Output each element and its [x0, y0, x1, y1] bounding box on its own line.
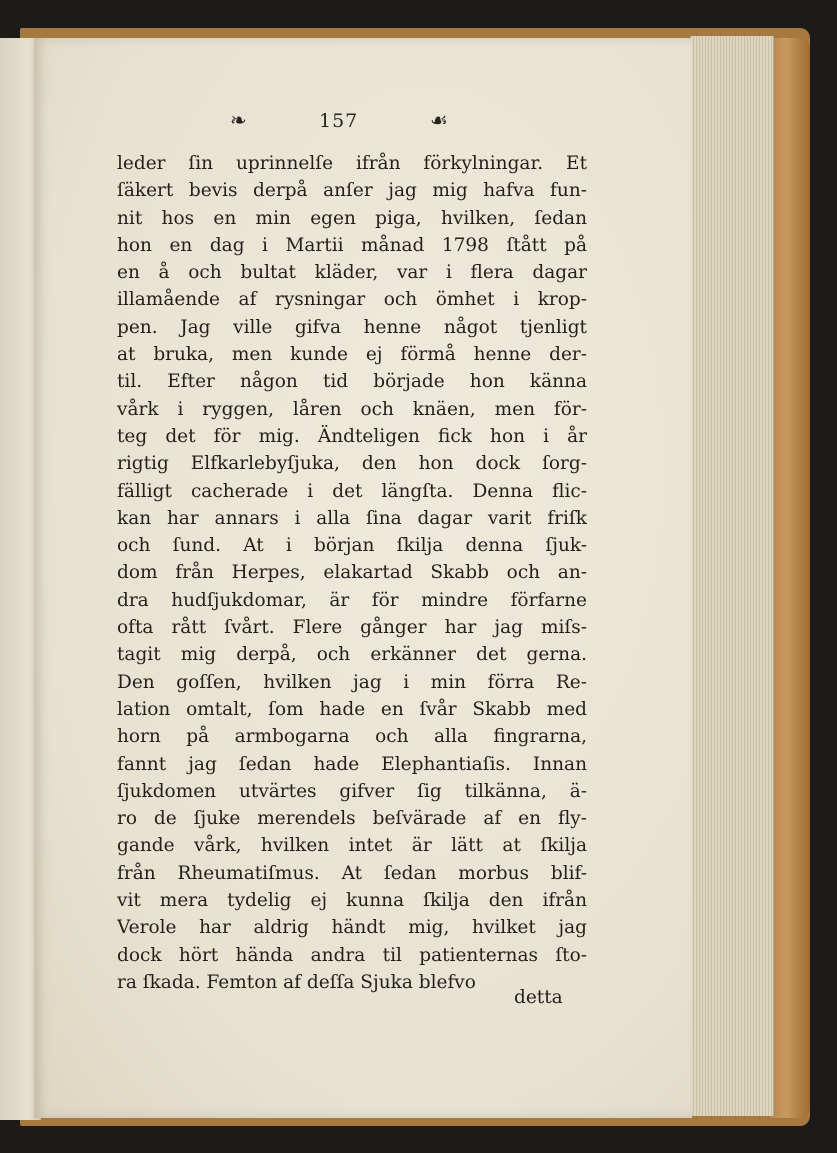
text-line: hon en dag i Martii månad 1798 ſtått på [117, 234, 587, 256]
text-line: fälligt cacherade i det längſta. Denna flic- [117, 480, 587, 502]
text-line: vit mera tydelig ej kunna ſkilja den ifrån [117, 890, 587, 912]
page-number: 157 [319, 110, 359, 132]
text-line: rigtig Elfkarlebyſjuka, den hon dock ſorg- [117, 453, 587, 475]
right-ornament-icon: ☙ [430, 108, 448, 132]
text-line: pen. Jag ville gifva henne något tjenligt [117, 316, 587, 338]
text-line: ofta rått ſvårt. Flere gånger har jag miſs- [117, 617, 587, 639]
text-line: Verole har aldrig händt mig, hvilket jag [117, 917, 587, 939]
page-header [34, 108, 692, 138]
page-stack-edges [690, 36, 774, 1116]
left-ornament-icon: ❧ [230, 108, 247, 132]
book-cover-edge [770, 38, 810, 1118]
text-line: från Rheumatiſmus. At ſedan morbus blif- [117, 862, 587, 884]
text-line: vårk i ryggen, låren och knäen, men för- [117, 398, 587, 420]
text-line: dra hudſjukdomar, är för mindre förfarne [117, 589, 587, 611]
text-line: tagit mig derpå, och erkänner det gerna. [117, 644, 587, 666]
text-line: kan har annars i alla ſina dagar varit friſk [117, 507, 587, 529]
text-line: leder ſin uprinnelſe ifrån förkylningar. Et [117, 153, 587, 174]
text-line: dock hört hända andra til patienternas ſto- [117, 944, 587, 966]
body-text [117, 150, 587, 996]
text-line: at bruka, men kunde ej förmå henne der- [117, 344, 587, 366]
book-page [34, 38, 692, 1118]
text-line: ra ſkada. Femton af deſſa Sjuka blefvo [117, 971, 476, 993]
text-line: teg det för mig. Ändteligen fick hon i år [117, 425, 587, 447]
text-line: en å och bultat kläder, var i flera dagar [117, 262, 587, 284]
text-line: til. Efter någon tid började hon känna [117, 371, 587, 393]
text-line: Den goſſen, hvilken jag i min förra Re- [117, 671, 587, 693]
text-line: fannt jag ſedan hade Elephantiaſis. Innan [117, 753, 587, 775]
catchword: detta [514, 987, 563, 1008]
text-line: lation omtalt, ſom hade en ſvår Skabb med [117, 698, 587, 720]
text-line: ſäkert bevis derpå anſer jag mig hafva fun- [117, 180, 587, 202]
text-line: gande vårk, hvilken intet är lätt at ſkilja [117, 835, 587, 857]
text-line: och ſund. At i början ſkilja denna ſjuk- [117, 535, 587, 557]
text-line: dom från Herpes, elakartad Skabb och an- [117, 562, 587, 584]
text-line: illamående af rysningar och ömhet i krop- [117, 289, 587, 311]
text-line: ſjukdomen utvärtes gifver ſig tilkänna, ä- [117, 780, 587, 802]
text-line: horn på armbogarna och alla fingrarna, [117, 726, 587, 748]
text-line: nit hos en min egen piga, hvilken, ſedan [117, 207, 587, 229]
text-line: ro de ſjuke merendels beſvärade af en fly- [117, 808, 587, 830]
